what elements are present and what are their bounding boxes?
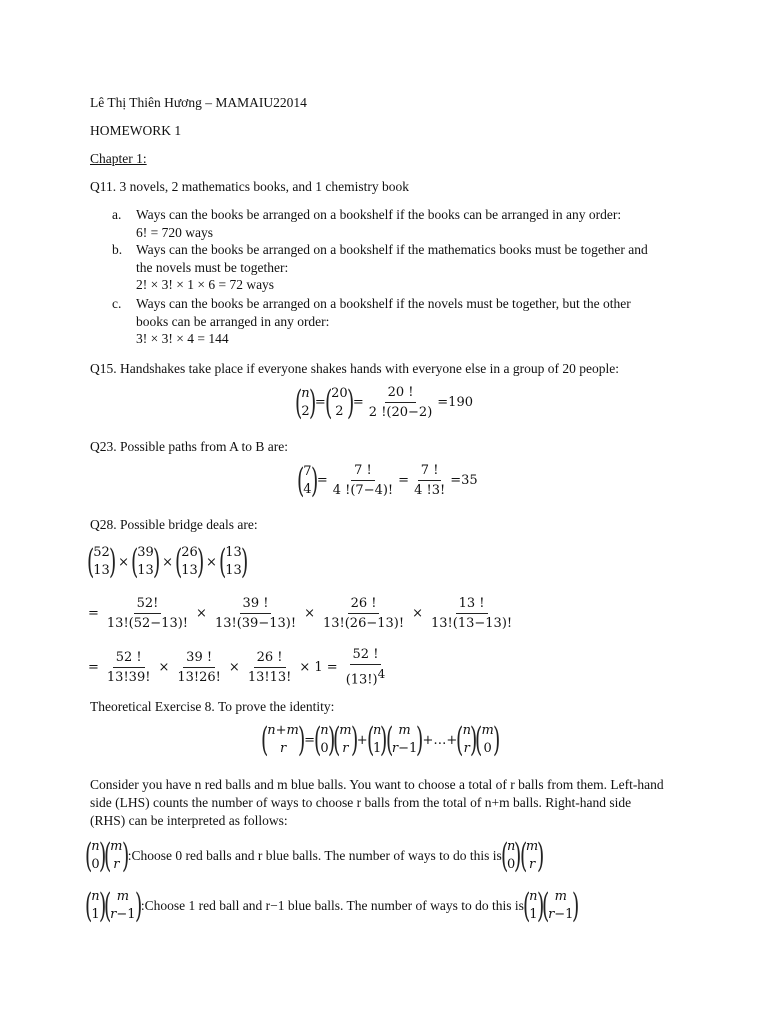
- q11-a-text: Ways can the books be arranged on a bookshelf if the books can be arranged in any order: 6! = 720 ways: [136, 207, 622, 240]
- q11-c-text: Ways can the books be arranged on a bookshelf if the novels must be together, but the other books can be arranged in any order: 3! × 3! × 4 = 144: [136, 296, 631, 346]
- q23-text: Q23. Possible paths from A to B are:: [90, 439, 288, 454]
- q11-c-marker: c.: [112, 296, 122, 311]
- q15-formula: ( n 2 ) = ( 20 2 ) = $\frac{20 !}{2 !(20-2)}$ =190: [294, 382, 473, 423]
- q15-text: Q15. Handshakes take place if everyone shakes hands with everyone else in a group of 20 people:: [90, 361, 619, 376]
- chapter-heading: Chapter 1:: [90, 151, 147, 166]
- author-line: Lê Thị Thiên Hương – MAMAIU22014: [90, 95, 307, 110]
- q23-formula: ( 7 4 ) = $\frac{7 !}{4 !(7-4)!}$ = $\frac{7 !}{4 !3!}$ =35: [296, 460, 478, 501]
- q11-a-marker: a.: [112, 207, 122, 222]
- q28-step3: = $\frac{52 !}{13!39!}$ × $\frac{39 !}{13!26!}$ × $\frac{26 !}{13!13!}$ × 1 = $\frac{52 !}{(13!)^4}$: [88, 647, 386, 688]
- explanation-paragraph: Consider you have n red balls and m blue balls. You want to choose a total of r balls from them. Left-hand side (LHS) counts the number of ways to choose r balls from the total of n+m balls. Right-hand side (RHS) can be interpreted as follows:: [90, 777, 664, 828]
- q11-b-text: Ways can the books be arranged on a bookshelf if the mathematics books must be together and the novels must be together: 2! × 3! × 1 × 6 = 72 ways: [136, 242, 648, 292]
- case0-line: ( n 0 ) ( m r ) :Choose 0 red balls and r blue balls. The number of ways to do this is ( n 0 ) ( m r ): [84, 836, 545, 876]
- q11-b-marker: b.: [112, 242, 123, 257]
- q28-binomials: ( 52 13 ) × ( 39 13 ) × ( 26 13 ) × ( 13 13 ): [86, 542, 249, 582]
- homework-title: HOMEWORK 1: [90, 123, 182, 138]
- case1-line: ( n 1 ) ( m r−1 ) :Choose 1 red ball and r−1 blue balls. The number of ways to do this is ( n 1 ) ( m r−1 ): [84, 886, 580, 926]
- q28-text: Q28. Possible bridge deals are:: [90, 517, 258, 532]
- te8-identity: ( n+m r ) = ( n 0 ) ( m r ) + ( n 1 ) ( m r−1 ) +…+ ( n r ) ( m 0 ): [260, 720, 501, 760]
- q11-title: Q11. 3 novels, 2 mathematics books, and 1 chemistry book: [90, 179, 409, 194]
- te8-text: Theoretical Exercise 8. To prove the identity:: [90, 699, 335, 714]
- q28-step2: = $\frac{52!}{13!(52-13)!}$ × $\frac{39 !}{13!(39-13)!}$ × $\frac{26 !}{13!(26-13)!}$ × $\frac{13 !}{13!(13-13)!}$: [88, 596, 513, 631]
